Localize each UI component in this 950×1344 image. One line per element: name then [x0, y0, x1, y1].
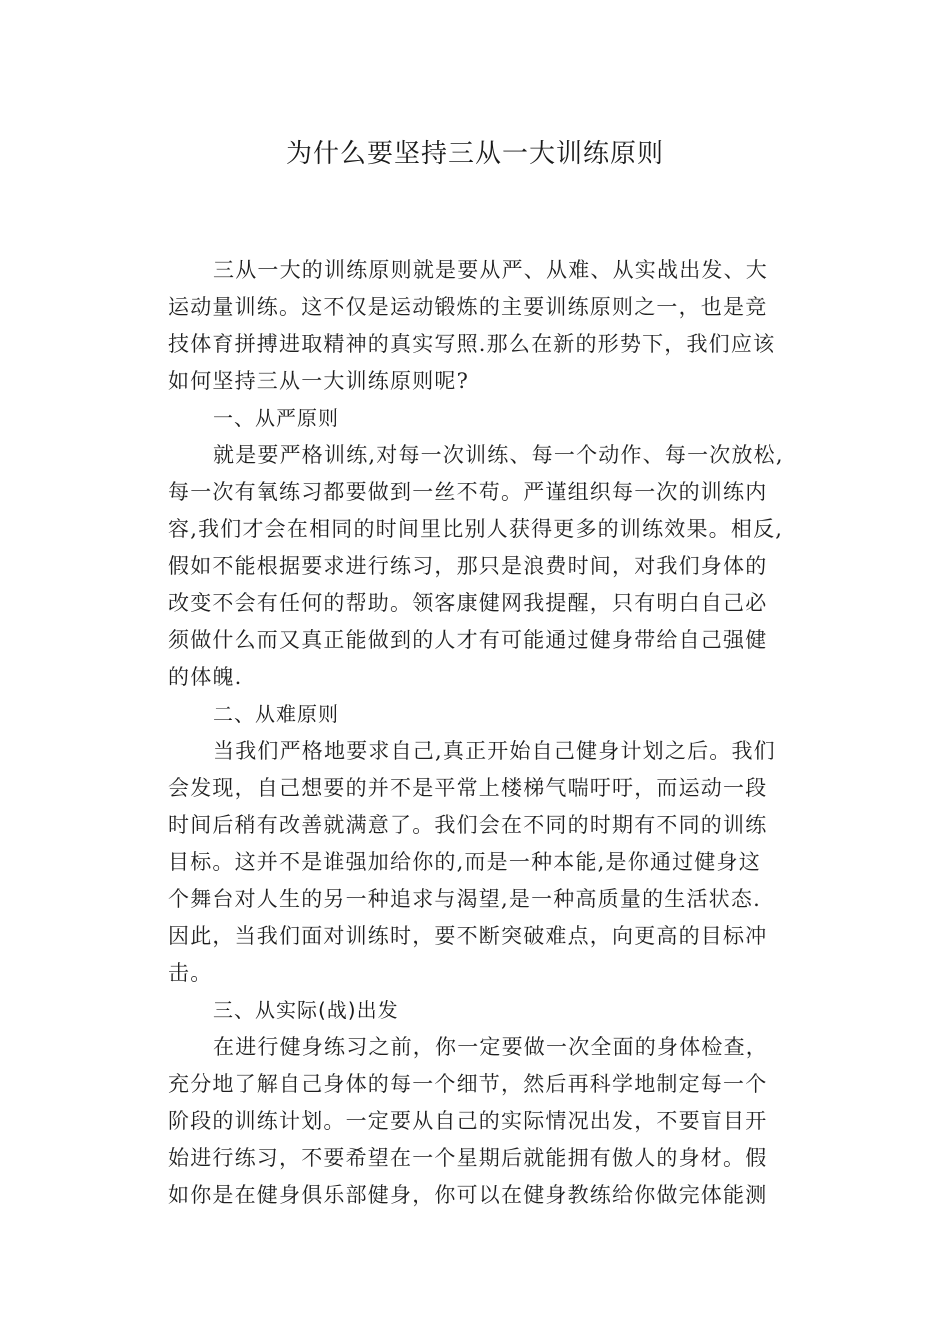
section-heading: 一、从严原则: [213, 406, 339, 430]
section-heading: 二、从难原则: [213, 702, 339, 726]
keyword-exercise: 运动锻炼: [390, 295, 479, 319]
body-line: 须做什么而又真正能做到的人才有可能通过健身带给自己强健: [168, 628, 768, 652]
body-line: 如你是在健身俱乐部健身，你可以在健身教练给你做完体能测: [168, 1183, 768, 1207]
body-line: 每一次有氧练习都要做到一丝不苟。严谨组织每一次的训练内: [168, 480, 768, 504]
body-line: 会发现，自己想要的并不是平常上楼梯气喘吁吁，而运动一段: [168, 776, 768, 800]
intro-line-1: [213, 252, 768, 288]
body-line: 就是要严格训练,对每一次训练、每一个动作、每一次放松,: [213, 443, 784, 467]
body-line: 始进行练习，不要希望在一个星期后就能拥有傲人的身材。假: [168, 1146, 768, 1170]
body-line: 改变不会有任何的帮助。领客康健网我提醒，只有明白自己必: [168, 591, 768, 615]
body-line: 因此，当我们面对训练时，要不断突破难点，向更高的目标冲: [168, 924, 768, 948]
intro-text: 就是要从严、从难、从实战出发、大: [412, 258, 769, 282]
intro-line-2: [168, 289, 767, 325]
body-line: 目标。这并不是谁强加给你的,而是一种本能,是你通过健身这: [168, 850, 761, 874]
body-line: 当我们严格地要求自己,真正开始自己健身计划之后。我们: [213, 739, 776, 763]
intro-line-4: 如何坚持三从一大训练原则呢?: [168, 369, 470, 393]
body-line: 阶段的训练计划。一定要从自己的实际情况出发，不要盲目开: [168, 1109, 768, 1133]
page-title: 为什么要坚持三从一大训练原则: [285, 139, 664, 169]
intro-text: 运动量训练。这不仅是: [168, 295, 390, 319]
intro-line-3: 技体育拼搏进取精神的真实写照.那么在新的形势下，我们应该: [168, 332, 776, 356]
section-heading: 三、从实际(战)出发: [213, 998, 399, 1022]
intro-text: 的主要训练原则之一，也是竞: [478, 295, 768, 319]
intro-text: 三从一大的: [213, 258, 324, 282]
body-line: 在进行健身练习之前，你一定要做一次全面的身体检查，: [213, 1035, 768, 1059]
keyword-training-principle: 训练原则: [324, 258, 413, 282]
body-line: 时间后稍有改善就满意了。我们会在不同的时期有不同的训练: [168, 813, 768, 837]
body-line: 击。: [168, 961, 213, 985]
body-line: 充分地了解自己身体的每一个细节，然后再科学地制定每一个: [168, 1072, 768, 1096]
body-line: 假如不能根据要求进行练习，那只是浪费时间，对我们身体的: [168, 554, 768, 578]
body-line: 个舞台对人生的另一种追求与渴望,是一种高质量的生活状态.: [168, 887, 761, 911]
body-line: 的体魄.: [168, 665, 243, 689]
body-line: 容,我们才会在相同的时间里比别人获得更多的训练效果。相反,: [168, 517, 784, 541]
